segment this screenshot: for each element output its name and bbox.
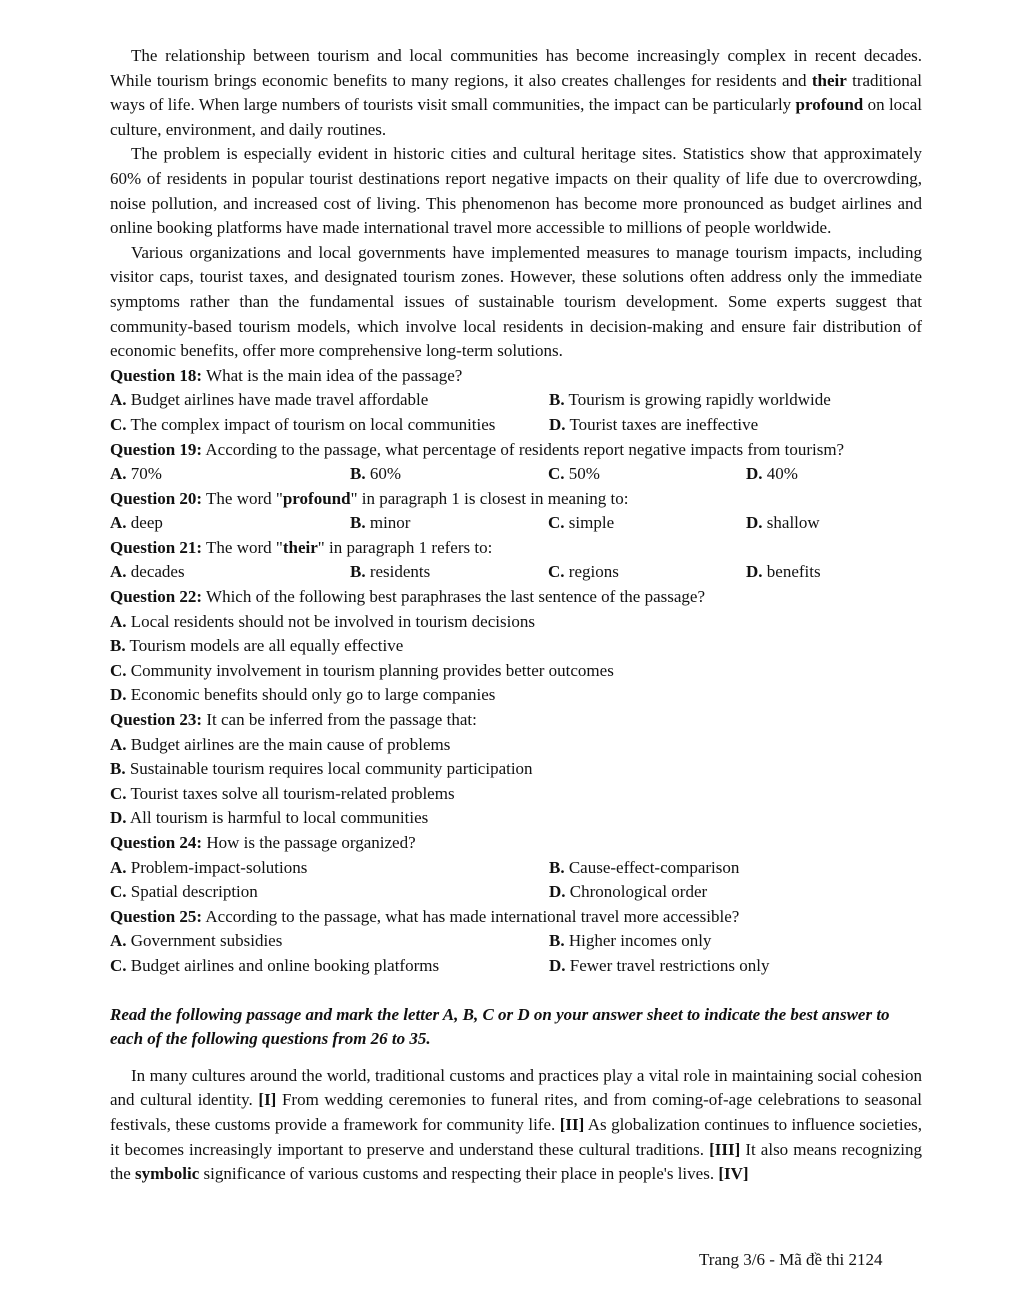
p1-bold-profound: profound — [795, 95, 864, 115]
option-letter: D. — [746, 562, 763, 582]
question-text: " in paragraph 1 is closest in meaning to: — [350, 488, 629, 508]
option-b[interactable] — [549, 388, 831, 413]
option-b[interactable] — [350, 560, 548, 585]
option-text: Local residents should not be involved in tourism decisions — [126, 611, 535, 631]
option-text: Spatial description — [126, 882, 258, 902]
question-text: Which of the following best paraphrases the last sentence of the passage? — [202, 587, 705, 607]
option-text: residents — [365, 562, 431, 582]
option-letter: A. — [110, 513, 127, 533]
question-21 — [110, 536, 922, 561]
option-a[interactable] — [110, 856, 549, 881]
question-text: The word " — [202, 537, 283, 557]
option-letter: C. — [110, 660, 127, 680]
question-23 — [110, 708, 922, 733]
option-text: Economic benefits should only go to large companies — [126, 685, 496, 705]
option-d[interactable] — [110, 806, 922, 831]
page-footer: Trang 3/6 - Mã đề thi 2124 — [699, 1250, 883, 1269]
option-text: decades — [126, 562, 185, 582]
question-label: Question 25: — [110, 906, 203, 926]
option-letter: A. — [110, 390, 127, 410]
option-c[interactable] — [110, 659, 922, 684]
option-b[interactable] — [110, 757, 922, 782]
option-b[interactable] — [549, 929, 711, 954]
q24-options-row2 — [110, 880, 922, 905]
q18-options-row1 — [110, 388, 922, 413]
option-letter: D. — [110, 808, 127, 828]
question-text: The word " — [202, 488, 283, 508]
option-a[interactable] — [110, 610, 922, 635]
option-text: Tourism models are all equally effective — [125, 636, 404, 656]
p1-text-d: on local culture, environment, and daily routines. — [110, 95, 922, 139]
option-a[interactable] — [110, 929, 549, 954]
option-d[interactable] — [746, 511, 820, 536]
p1-text-c: traditional ways of life. When large numbers of tourists visit small communities, the impact can be particularly — [110, 70, 922, 115]
option-letter: B. — [110, 636, 126, 656]
option-a[interactable] — [110, 462, 350, 487]
option-text: Tourist taxes are ineffective — [565, 414, 759, 434]
option-letter: A. — [110, 857, 127, 877]
option-letter: C. — [110, 414, 127, 434]
passage2-text: As globalization continues to influence societies, it becomes increasingly important to preserve and understand these cultural traditions. — [110, 1114, 922, 1159]
option-letter: C. — [110, 882, 127, 902]
question-label: Question 19: — [110, 439, 203, 459]
option-text: simple — [564, 513, 615, 533]
passage2-text: From wedding ceremonies to funeral rites, and from coming-of-age celebrations to seasonal festivals, these customs provide a framework for community life. — [110, 1090, 922, 1134]
question-keyword: their — [282, 537, 318, 557]
option-letter: A. — [110, 734, 127, 754]
question-text: According to the passage, what percentage of residents report negative impacts from tourism? — [202, 439, 845, 459]
option-letter: B. — [110, 759, 126, 779]
option-letter: B. — [549, 931, 565, 951]
option-b[interactable] — [549, 856, 739, 881]
option-text: Fewer travel restrictions only — [565, 955, 770, 975]
q19-options — [110, 462, 922, 487]
question-19 — [110, 438, 922, 463]
option-text: regions — [564, 562, 619, 582]
q25-options-row1 — [110, 929, 922, 954]
option-text: Higher incomes only — [564, 931, 712, 951]
option-text: shallow — [762, 513, 820, 533]
option-c[interactable] — [548, 462, 746, 487]
option-text: 50% — [564, 464, 600, 484]
question-25 — [110, 905, 922, 930]
option-text: Sustainable tourism requires local community participation — [125, 759, 533, 779]
option-text: benefits — [762, 562, 821, 582]
option-letter: A. — [110, 562, 127, 582]
option-letter: B. — [549, 857, 565, 877]
p1-text-a: The relationship between tourism and local communities has become increasingly complex in recent decades. While tourism brings economic benefits to many regions, it also creates challenges for residents and — [110, 46, 922, 90]
option-text: Community involvement in tourism planning provides better outcomes — [126, 660, 614, 680]
question-18 — [110, 364, 922, 389]
passage2-paragraph1 — [110, 1064, 922, 1187]
option-c[interactable] — [548, 560, 746, 585]
option-text: Budget airlines and online booking platforms — [126, 955, 440, 975]
passage2-text: It also means recognizing the — [110, 1139, 922, 1184]
question-text: How is the passage organized? — [202, 833, 416, 852]
passage1-paragraph1 — [110, 44, 922, 142]
option-c[interactable] — [548, 511, 746, 536]
question-20 — [110, 487, 922, 512]
q25-options-row2 — [110, 954, 922, 979]
option-letter: A. — [110, 611, 127, 631]
option-letter: D. — [746, 513, 763, 533]
option-text: Tourism is growing rapidly worldwide — [564, 390, 831, 410]
option-letter: C. — [548, 562, 565, 582]
option-text: All tourism is harmful to local communities — [126, 808, 429, 828]
option-letter: C. — [548, 464, 565, 484]
passage2-keyword-symbolic: symbolic — [135, 1164, 200, 1184]
option-letter: D. — [746, 464, 763, 484]
q21-options — [110, 560, 922, 585]
option-d[interactable] — [746, 560, 821, 585]
passage1-paragraph3: Various organizations and local governments have implemented measures to manage tourism impacts, including visitor caps, tourist taxes, and designated tourism zones. However, these solutions often address only the immediate symptoms rather than the fundamental issues of sustainable tourism development. Some experts suggest that community-based tourism models, which involve local residents in decision-making and ensure fair distribution of economic benefits, offer more comprehensive long-term solutions. — [110, 242, 922, 361]
option-letter: D. — [110, 685, 127, 705]
option-text: minor — [365, 513, 411, 533]
option-letter: B. — [350, 464, 366, 484]
option-letter: A. — [110, 464, 127, 484]
option-b[interactable] — [110, 634, 922, 659]
option-b[interactable] — [350, 462, 548, 487]
exam-page — [110, 44, 922, 1187]
option-d[interactable] — [549, 880, 707, 905]
option-a[interactable] — [110, 511, 350, 536]
question-label: Question 22: — [110, 587, 203, 607]
option-letter: D. — [549, 955, 566, 975]
option-letter: C. — [110, 783, 127, 803]
option-text: Tourist taxes solve all tourism-related problems — [126, 783, 455, 803]
passage1-paragraph2: The problem is especially evident in historic cities and cultural heritage sites. Statistics show that approximately 60% of residents in popular tourist destinations report negative impacts on their quality of life due to overcrowding, noise pollution, and increased cost of living. This phenomenon has become more pronounced as budget airlines and online booking platforms have made international travel more accessible to millions of people worldwide. — [110, 144, 922, 238]
option-text: 40% — [762, 464, 798, 484]
option-a[interactable] — [110, 733, 922, 758]
q20-options — [110, 511, 922, 536]
question-label: Question 21: — [110, 537, 203, 557]
option-text: Budget airlines are the main cause of problems — [126, 734, 451, 754]
insertion-marker-2: [II] — [559, 1114, 585, 1134]
q24-options-row1 — [110, 856, 922, 881]
option-text: Cause-effect-comparison — [564, 857, 740, 877]
question-text: According to the passage, what has made international travel more accessible? — [202, 906, 740, 926]
option-text: Problem-impact-solutions — [126, 857, 308, 877]
option-text: Chronological order — [565, 882, 708, 902]
insertion-marker-4: [IV] — [718, 1164, 749, 1184]
option-letter: D. — [549, 882, 566, 902]
option-d[interactable] — [549, 413, 758, 438]
option-letter: C. — [548, 513, 565, 533]
q18-options-row2 — [110, 413, 922, 438]
insertion-marker-3: [III] — [709, 1139, 741, 1159]
option-text: 60% — [365, 464, 402, 484]
question-22 — [110, 585, 922, 610]
option-text: Budget airlines have made travel affordable — [126, 390, 429, 410]
option-b[interactable] — [350, 511, 548, 536]
option-c[interactable] — [110, 880, 549, 905]
question-label: Question 24: — [110, 833, 203, 852]
option-letter: C. — [110, 955, 127, 975]
option-a[interactable] — [110, 388, 549, 413]
option-a[interactable] — [110, 560, 350, 585]
question-label: Question 18: — [110, 365, 203, 385]
question-label: Question 20: — [110, 488, 203, 508]
option-c[interactable] — [110, 782, 922, 807]
insertion-marker-1: [I] — [258, 1090, 277, 1110]
passage2-text: significance of various customs and respecting their place in people's lives. — [199, 1164, 719, 1184]
option-letter: B. — [350, 513, 366, 533]
option-text: Government subsidies — [126, 931, 283, 951]
passage2-text: In many cultures around the world, traditional customs and practices play a vital role in maintaining social cohesion and cultural identity. — [110, 1065, 922, 1110]
question-label: Question 23: — [110, 710, 203, 730]
question-text: " in paragraph 1 refers to: — [317, 537, 493, 557]
option-c[interactable] — [110, 954, 549, 979]
option-text: 70% — [126, 464, 162, 484]
p1-bold-their: their — [811, 70, 847, 90]
option-letter: B. — [350, 562, 366, 582]
option-d[interactable] — [549, 954, 769, 979]
question-24 — [110, 831, 922, 856]
option-letter: B. — [549, 390, 565, 410]
option-text: The complex impact of tourism on local communities — [126, 414, 496, 434]
question-text: It can be inferred from the passage that: — [202, 710, 477, 730]
option-letter: A. — [110, 931, 127, 951]
option-c[interactable] — [110, 413, 549, 438]
option-text: deep — [126, 513, 163, 533]
option-d[interactable] — [110, 683, 922, 708]
question-keyword: profound — [282, 488, 351, 508]
section-instruction: Read the following passage and mark the letter A, B, C or D on your answer sheet to indicate the best answer to each of the following questions from 26 to 35. — [110, 1004, 890, 1049]
option-d[interactable] — [746, 462, 798, 487]
option-letter: D. — [549, 414, 566, 434]
question-text: What is the main idea of the passage? — [202, 365, 463, 385]
